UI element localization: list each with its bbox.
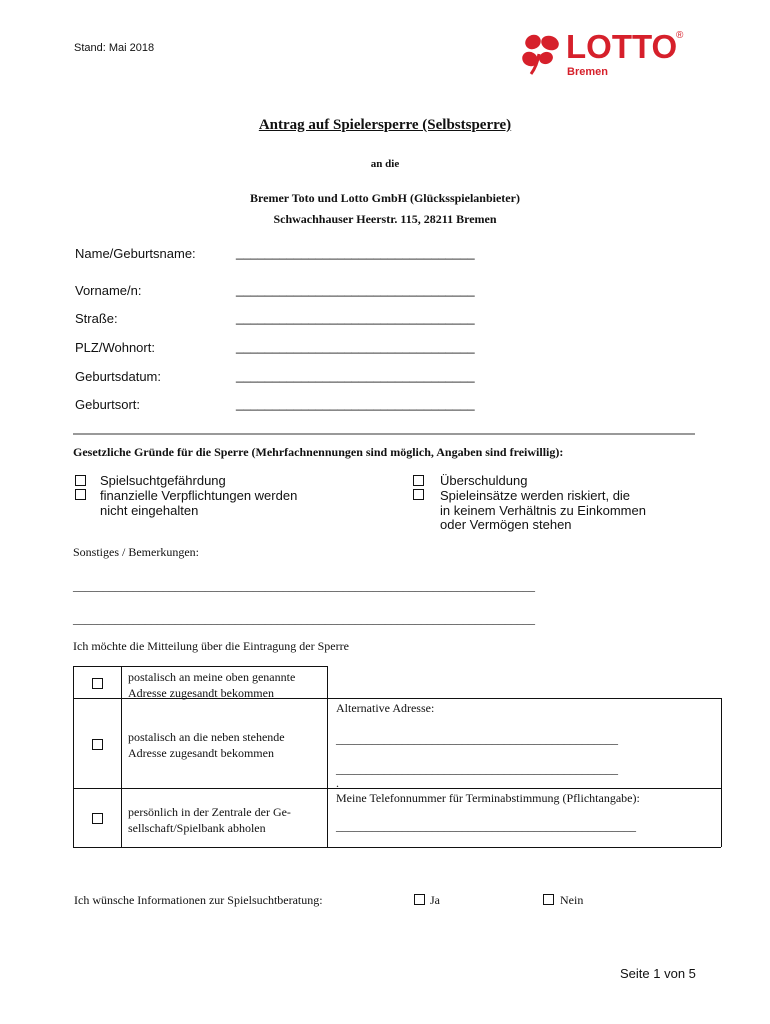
- table-border: [73, 847, 721, 848]
- alt-address-label: Alternative Adresse:: [336, 701, 435, 715]
- info-label: Ich wünsche Informationen zur Spielsuchtberatung:: [74, 893, 323, 907]
- checkbox-spieleinsaetze[interactable]: [413, 489, 424, 500]
- field-input-plz[interactable]: _________________________________: [236, 339, 475, 354]
- stand-date: Stand: Mai 2018: [74, 42, 155, 54]
- field-label-plz: PLZ/Wohnort:: [75, 340, 155, 355]
- ground-finanzielle-1: finanzielle Verpflichtungen werden: [100, 488, 298, 503]
- checkbox-persoenlich[interactable]: [92, 813, 103, 824]
- an-die-label: an die: [370, 158, 400, 170]
- info-ja: Ja: [430, 893, 440, 907]
- checkbox-spielsucht[interactable]: [75, 475, 86, 486]
- option-postalisch-neben-1: postalisch an die neben stehende: [128, 730, 285, 744]
- checkbox-ueberschuldung[interactable]: [413, 475, 424, 486]
- logo-wordmark: LOTTO: [566, 28, 678, 65]
- ground-finanzielle-2: nicht eingehalten: [100, 503, 199, 518]
- checkbox-postalisch-oben[interactable]: [92, 678, 103, 689]
- ground-spieleinsaetze-3: oder Vermögen stehen: [440, 517, 572, 532]
- logo-region: Bremen: [567, 66, 608, 78]
- checkbox-finanzielle[interactable]: [75, 489, 86, 500]
- alt-address-line-2[interactable]: _______________________________________________: [336, 762, 618, 776]
- field-input-geburtsdatum[interactable]: _________________________________: [236, 368, 475, 383]
- option-postalisch-oben-2: Adresse zugesandt bekommen: [128, 686, 274, 700]
- field-input-name[interactable]: _________________________________: [236, 245, 475, 260]
- clover-logo-icon: [518, 30, 564, 76]
- option-postalisch-oben-1: postalisch an meine oben genannte: [128, 670, 296, 684]
- table-border: [721, 698, 722, 847]
- alt-address-line-1[interactable]: _______________________________________________: [336, 732, 618, 746]
- ground-spielsucht: Spielsuchtgefährdung: [100, 473, 226, 488]
- field-input-strasse[interactable]: _________________________________: [236, 310, 475, 325]
- form-title: Antrag auf Spielersperre (Selbstsperre): [258, 117, 512, 133]
- option-persoenlich-1: persönlich in der Zentrale der Ge-: [128, 805, 291, 819]
- mitteilung-heading: Ich möchte die Mitteilung über die Eintragung der Sperre: [73, 639, 349, 653]
- phone-label: Meine Telefonnummer für Terminabstimmung (Pflichtangabe):: [336, 791, 640, 805]
- sonstiges-line-1[interactable]: _____________________________________________________________________________: [73, 579, 535, 593]
- field-input-vorname[interactable]: _________________________________: [236, 282, 475, 297]
- info-nein: Nein: [560, 893, 584, 907]
- ground-ueberschuldung: Überschuldung: [440, 473, 528, 488]
- field-label-vorname: Vorname/n:: [75, 283, 142, 298]
- alt-address-dot: .: [336, 776, 339, 790]
- recipient-address: Schwachhauser Heerstr. 115, 28211 Bremen: [273, 212, 497, 226]
- phone-line[interactable]: __________________________________________________: [336, 819, 636, 833]
- checkbox-nein[interactable]: [543, 894, 554, 905]
- logo-registered: ®: [676, 30, 684, 41]
- sonstiges-label: Sonstiges / Bemerkungen:: [73, 545, 199, 559]
- option-persoenlich-2: sellschaft/Spielbank abholen: [128, 821, 266, 835]
- field-label-geburtsdatum: Geburtsdatum:: [75, 369, 161, 384]
- ground-spieleinsaetze-1: Spieleinsätze werden riskiert, die: [440, 488, 631, 503]
- ground-spieleinsaetze-2: in keinem Verhältnis zu Einkommen: [440, 503, 646, 518]
- table-border: [121, 666, 122, 847]
- grounds-heading: Gesetzliche Gründe für die Sperre (Mehrfachnennungen sind möglich, Angaben sind freiwillig):: [73, 445, 564, 459]
- table-border: [73, 788, 721, 789]
- field-label-geburtsort: Geburtsort:: [75, 397, 141, 412]
- field-input-geburtsort[interactable]: _________________________________: [236, 396, 475, 411]
- table-border: [327, 666, 328, 847]
- section-divider: [73, 433, 695, 435]
- recipient-name: Bremer Toto und Lotto GmbH (Glücksspielanbieter): [250, 191, 520, 205]
- sonstiges-line-2[interactable]: _____________________________________________________________________________: [73, 612, 535, 626]
- field-label-strasse: Straße:: [75, 311, 118, 326]
- table-border: [73, 666, 327, 667]
- checkbox-postalisch-neben[interactable]: [92, 739, 103, 750]
- field-label-name: Name/Geburtsname:: [75, 246, 196, 261]
- option-postalisch-neben-2: Adresse zugesandt bekommen: [128, 746, 274, 760]
- table-border: [73, 666, 74, 847]
- checkbox-ja[interactable]: [414, 894, 425, 905]
- page-number: Seite 1 von 5: [620, 966, 696, 981]
